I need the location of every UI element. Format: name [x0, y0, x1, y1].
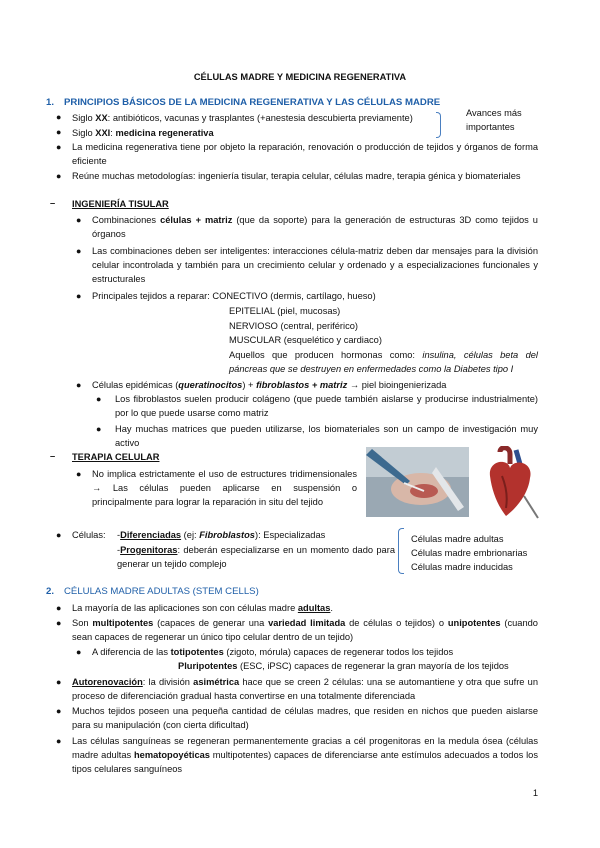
bullet-dot: ●: [96, 394, 102, 404]
cell-types-list: [411, 532, 527, 574]
list-item: Reúne muchas metodologías: ingeniería tisular, terapia celular, células madre, terapia génica y biomateriales: [72, 171, 521, 181]
list-item: Células epidémicas (queratinocitos) + fibroblastos + matriz → piel bioingenierizada: [92, 380, 447, 390]
section-2-number: 2.: [46, 586, 55, 597]
dash: –: [50, 198, 56, 208]
section-1-number: 1.: [46, 97, 55, 108]
bullet-dot: ●: [56, 142, 62, 152]
bracket: [398, 528, 404, 574]
cell-type: Células madre adultas: [411, 534, 504, 544]
bullet-dot: ●: [76, 291, 82, 301]
page-title: CÉLULAS MADRE Y MEDICINA REGENERATIVA: [193, 72, 407, 82]
bullet-dot: ●: [56, 127, 62, 137]
bullet-dot: ●: [56, 736, 62, 746]
bullet-dot: ●: [56, 530, 62, 540]
list-item: No implica estrictamente el uso de estructures tridimensionales → Las células pueden aplicarse en suspensión o principalmente para lograr la reparación in situ del tejido: [92, 469, 357, 508]
bullet-dot: ●: [56, 603, 62, 613]
dash: –: [50, 451, 56, 461]
list-item: NERVIOSO (central, periférico): [229, 321, 358, 331]
list-item: La medicina regenerativa tiene por objeto la reparación, renovación o producción de tejidos y órganos de forma eficiente: [72, 142, 538, 167]
bullet-dot: ●: [76, 246, 82, 256]
list-item: Las combinaciones deben ser inteligentes: interacciones célula-matriz deben dar mensajes para la división celular incontrolada y también para un crecimiento celular y ordenado y a especializaciones funcionales y estructurales: [92, 246, 538, 285]
bullet-dot: ●: [76, 647, 82, 657]
subsection-heading: TERAPIA CELULAR: [72, 452, 160, 462]
list-item: A diferencia de las totipotentes (zigoto, mórula) capaces de regenerar todos los tejidos: [92, 647, 454, 657]
list-item: Hay muchas matrices que pueden utilizarse, los biomateriales son un campo de investigación muy activo: [115, 424, 538, 449]
cell-type: Células madre embrionarias: [411, 548, 528, 558]
list-item: -Diferenciadas (ej: Fibroblastos): Especializadas: [117, 530, 326, 540]
bullet-dot: ●: [76, 215, 82, 225]
side-note: Avances más importantes: [466, 108, 522, 132]
list-item: Las células sanguíneas se regeneran permanentemente gracias a cél progenitoras en la medula ósea (células madre adultas hematopoyéticas multipotentes) capaces de diferenciarse ante estímulos adecuados a todos los tipos celulares sanguíneos: [72, 736, 538, 775]
bullet-dot: ●: [76, 380, 82, 390]
list-item: Siglo XXI: medicina regenerativa: [72, 128, 214, 138]
list-item: -Progenitoras: deberán especializarse en un momento dado para generar un tejido complejo: [117, 545, 395, 570]
bullet-dot: ●: [96, 424, 102, 434]
list-item: Son multipotentes (capaces de generar una variedad limitada de células o tejidos) o unipotentes (cuando sean capaces de regenerar un único tipo celular dentro de un tejido): [72, 618, 538, 643]
bullet-dot: ●: [76, 469, 82, 479]
surgery-image: [366, 447, 469, 517]
list-item: Autorenovación: la división asimétrica hace que se creen 2 células: una se automantiene y otra que sufre un proceso de diferenciación gradual hasta convertirse en una totalmente diferenciada: [72, 677, 538, 702]
list-item: Muchos tejidos poseen una pequeña cantidad de células madres, que residen en nichos que pueden aislarse para su manipulación (con cierta dificultad): [72, 706, 538, 731]
list-item: Principales tejidos a reparar: CONECTIVO (dermis, cartílago, hueso): [92, 291, 376, 301]
list-item: Siglo XX: antibióticos, vacunas y trasplantes (+anestesia descubierta previamente): [72, 113, 413, 123]
list-item: Pluripotentes (ESC, iPSC) capaces de regenerar la gran mayoría de los tejidos: [178, 661, 509, 671]
list-item: EPITELIAL (piel, mucosas): [229, 306, 341, 316]
cells-label: Células:: [72, 530, 106, 540]
subsection-heading: INGENIERÍA TISULAR: [72, 199, 169, 209]
list-item: Combinaciones células + matriz (que da soporte) para la generación de estructuras 3D como tejidos u órganos: [92, 215, 538, 240]
bullet-dot: ●: [56, 677, 62, 687]
section-1-heading: PRINCIPIOS BÁSICOS DE LA MEDICINA REGENERATIVA Y LAS CÉLULAS MADRE: [64, 97, 441, 108]
list-item: Aquellos que producen hormonas como: insulina, células beta del páncreas que se destruyen en enfermedades como la Diabetes tipo I: [229, 350, 538, 375]
list-item: La mayoría de las aplicaciones son con células madre adultas.: [72, 603, 333, 613]
cell-type: Células madre inducidas: [411, 562, 513, 572]
bullet-dot: ●: [56, 112, 62, 122]
bullet-dot: ●: [56, 618, 62, 628]
bracket: [436, 112, 441, 138]
list-item: MUSCULAR (esquelético y cardiaco): [229, 335, 382, 345]
heart-image: [480, 446, 540, 522]
page-number: 1: [532, 788, 538, 798]
bullet-dot: ●: [56, 706, 62, 716]
section-2-heading: CÉLULAS MADRE ADULTAS (STEM CELLS): [64, 586, 259, 597]
bullet-dot: ●: [56, 171, 62, 181]
list-item: Los fibroblastos suelen producir colágeno (que puede también aislarse y producirse industrialmente) por lo que puede usarse como matriz: [115, 394, 538, 419]
